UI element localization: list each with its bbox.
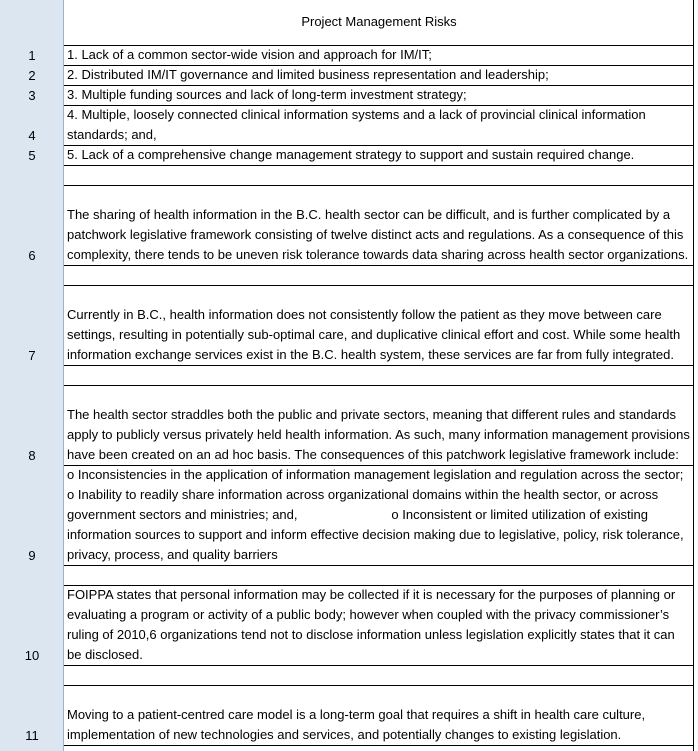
row-number[interactable]: 9 bbox=[28, 548, 36, 563]
cell-text: The health sector straddles both the public and private sectors, meaning that different rules and standards apply to publicly versus privately held health information. As such, many information management provisions have been created on an ad hoc basis. The consequences of this patchwork legislative framework include: bbox=[67, 407, 694, 462]
row-number[interactable]: 7 bbox=[28, 348, 36, 363]
row-number[interactable]: 10 bbox=[24, 648, 40, 663]
cell-text: Currently in B.C., health information does not consistently follow the patient as they move between care settings, resulting in potentially sub-optimal care, and duplicative clinical effort and cost. While some health information exchange services exist in the B.C. health system, these services are far from fully integrated. bbox=[67, 307, 684, 362]
cell-text: 1. Lack of a common sector-wide vision and approach for IM/IT; bbox=[67, 47, 432, 62]
row-number[interactable]: 3 bbox=[28, 88, 36, 103]
row-number[interactable]: 11 bbox=[25, 728, 39, 743]
table-row[interactable] bbox=[64, 286, 694, 366]
column-title: Project Management Risks bbox=[301, 14, 457, 29]
table-row[interactable] bbox=[64, 86, 694, 106]
cell-column bbox=[64, 0, 694, 751]
table-row[interactable] bbox=[64, 66, 694, 86]
table-row[interactable] bbox=[64, 466, 694, 566]
empty-row[interactable] bbox=[64, 366, 694, 386]
table-row[interactable] bbox=[64, 586, 694, 666]
table-row[interactable] bbox=[64, 146, 694, 166]
empty-row[interactable] bbox=[64, 266, 694, 286]
row-number[interactable]: 4 bbox=[28, 128, 36, 143]
table-row[interactable] bbox=[64, 46, 694, 66]
cell-text: o Inconsistencies in the application of information management legislation and regulation across the sector; o Inability to readily share information across organizational domains within the health sector, or across government sectors and ministries; and, o Inconsistent or limited utilization of existing information sources to support and inform effective decision making due to legislative, policy, risk tolerance, privacy, process, and quality barriers bbox=[67, 467, 688, 562]
row-number[interactable]: 8 bbox=[28, 448, 36, 463]
table-row[interactable] bbox=[64, 386, 694, 466]
empty-row[interactable] bbox=[64, 566, 694, 586]
cell-text: The sharing of health information in the B.C. health sector can be difficult, and is further complicated by a patchwork legislative framework consisting of twelve distinct acts and regulations. As a consequence of this complexity, there tends to be uneven risk tolerance towards data sharing across health sector organizations. bbox=[67, 207, 689, 262]
cell-text: 3. Multiple funding sources and lack of long-term investment strategy; bbox=[67, 87, 467, 102]
row-number[interactable]: 6 bbox=[28, 248, 36, 263]
table-row[interactable] bbox=[64, 106, 694, 146]
row-number[interactable]: 2 bbox=[28, 68, 36, 83]
cell-text: 4. Multiple, loosely connected clinical information systems and a lack of provincial clinical information standards; and, bbox=[67, 107, 650, 142]
row-number[interactable]: 5 bbox=[28, 148, 36, 163]
cell-text: Moving to a patient-centred care model is a long-term goal that requires a shift in health care culture, implementation of new technologies and services, and potentially changes to existing legislation. bbox=[67, 707, 649, 742]
empty-row[interactable] bbox=[64, 166, 694, 186]
cell-text: FOIPPA states that personal information may be collected if it is necessary for the purposes of planning or evaluating a program or activity of a public body; however when coupled with the privacy commissioner’s ruling of 2010,6 organizations tend not to disclose information unless legislation explicitly states that it can be disclosed. bbox=[67, 587, 679, 662]
row-number[interactable]: 1 bbox=[28, 48, 36, 63]
header-cell[interactable] bbox=[64, 0, 694, 46]
empty-row[interactable] bbox=[64, 666, 694, 686]
cell-text: 5. Lack of a comprehensive change management strategy to support and sustain required change. bbox=[67, 147, 635, 162]
cell-text: 2. Distributed IM/IT governance and limited business representation and leadership; bbox=[67, 67, 549, 82]
table-row[interactable] bbox=[64, 186, 694, 266]
row-number-gutter bbox=[0, 0, 64, 751]
table-row[interactable] bbox=[64, 686, 694, 746]
